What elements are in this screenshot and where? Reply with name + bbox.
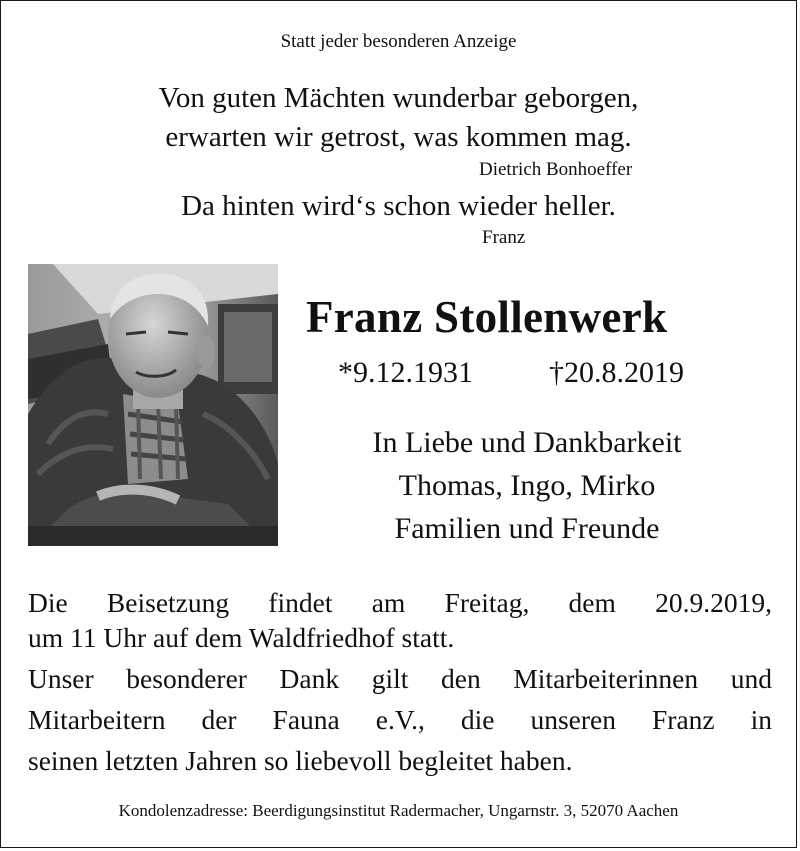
quote-line-1: Von guten Mächten wunderbar geborgen,	[158, 82, 639, 114]
thanks-line-3: seinen letzten Jahren so liebevoll begleitet haben.	[28, 745, 573, 776]
mourners-line-2: Thomas, Ingo, Mirko	[398, 469, 656, 502]
thanks-line-1: Unser besonderer Dank gilt den Mitarbeiterinnen und	[28, 663, 772, 694]
quote2-line: Da hinten wird‘s schon wieder heller.	[181, 190, 616, 222]
mourners-line-3: Familien und Freunde	[394, 512, 660, 545]
death-date: †20.8.2019	[549, 356, 684, 389]
condolence-address: Kondolenzadresse: Beerdigungsinstitut Radermacher, Ungarnstr. 3, 52070 Aachen	[118, 801, 679, 820]
quote2-author: Franz	[482, 227, 526, 248]
quote-line-2: erwarten wir getrost, was kommen mag.	[165, 121, 632, 153]
deceased-name: Franz Stollenwerk	[306, 292, 668, 342]
intro-line: Statt jeder besonderen Anzeige	[280, 31, 517, 52]
birth-date: *9.12.1931	[338, 356, 473, 389]
quote-author: Dietrich Bonhoeffer	[479, 159, 633, 180]
funeral-line-2: um 11 Uhr auf dem Waldfriedhof statt.	[28, 622, 455, 653]
portrait-photo	[28, 264, 278, 546]
funeral-line-1: Die Beisetzung findet am Freitag, dem 20.9.2019,	[28, 587, 772, 618]
mourners-line-1: In Liebe und Dankbarkeit	[372, 426, 682, 459]
thanks-line-2: Mitarbeitern der Fauna e.V., die unseren Franz in	[28, 704, 772, 735]
